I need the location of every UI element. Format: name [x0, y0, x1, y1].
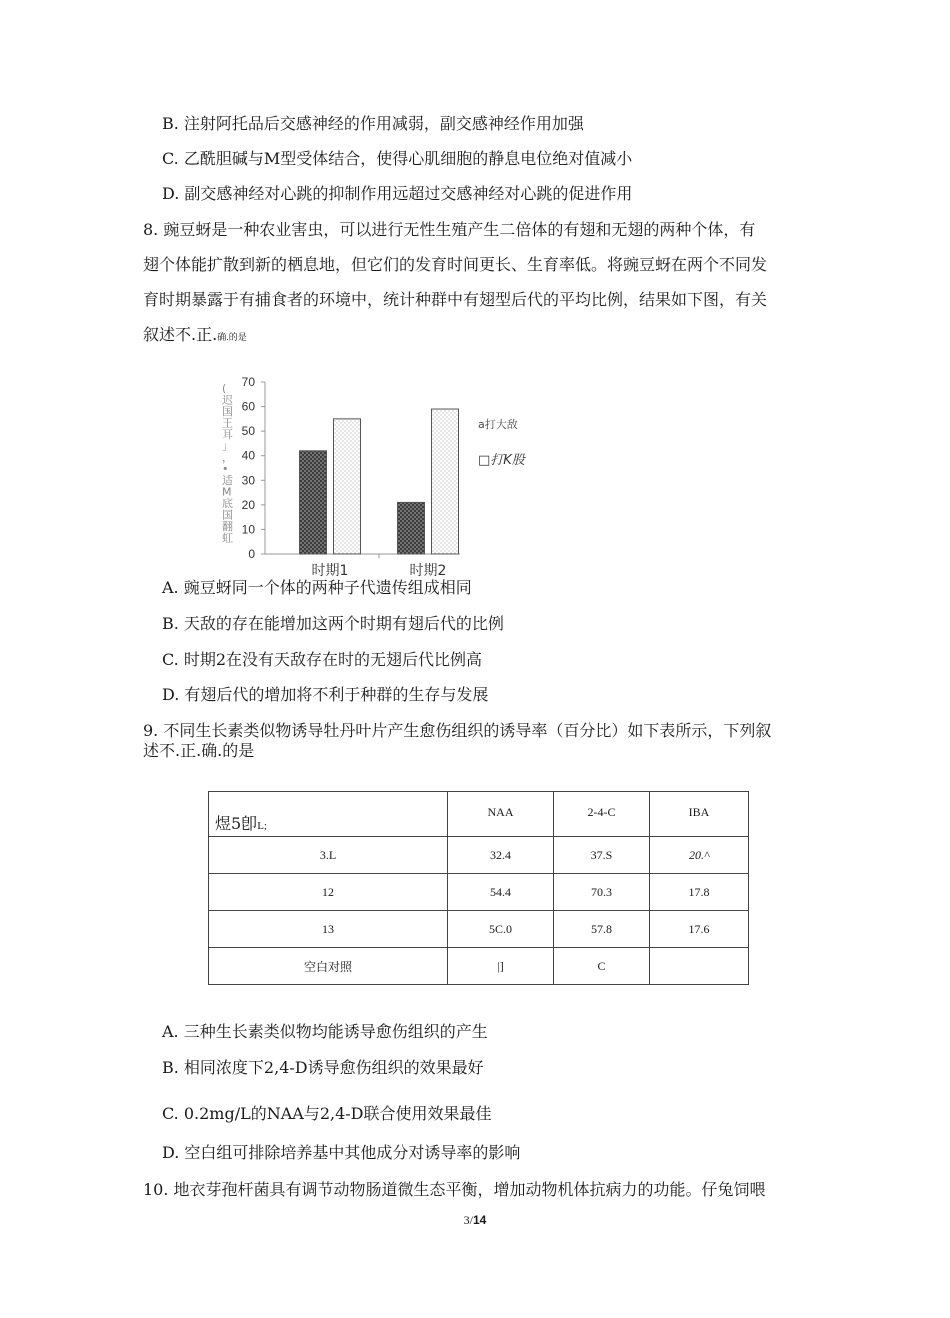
- q7-option-b: B. 注射阿托品后交感神经的作用减弱，副交感神经作用加强: [162, 114, 584, 133]
- table-row: [209, 874, 749, 911]
- q9-option-a: A. 三种生长素类似物均能诱导愈伤组织的产生: [162, 1022, 488, 1041]
- page-total: 14: [472, 1213, 487, 1227]
- q8-option-c: C. 时期2在没有天敌存在时的无翅后代比例高: [162, 650, 483, 669]
- x-tick-label: 时期2: [409, 563, 447, 579]
- table-header-iba: IBA: [650, 792, 749, 837]
- table-cell: 57.8: [554, 911, 650, 948]
- y-tick-label: 30: [241, 473, 255, 488]
- q8-stem-line-2: 翅个体能扩散到新的栖息地，但它们的发育时间更长、生育率低。将豌豆蚜在两个不同发: [143, 255, 768, 274]
- page-footer: [0, 1213, 950, 1228]
- q9-option-b: B. 相同浓度下2,4-D诱导愈伤组织的效果最好: [162, 1058, 484, 1077]
- q7-option-c: C. 乙酰胆碱与M型受体结合，使得心肌细胞的静息电位绝对值减小: [162, 149, 633, 168]
- legend-item-1: a打大敌: [478, 418, 518, 431]
- q9-option-d: D. 空白组可排除培养基中其他成分对诱导率的影响: [162, 1143, 521, 1162]
- table-cell: 12: [209, 874, 448, 911]
- table-cell: 70.3: [554, 874, 650, 911]
- q8-stem-line-4-main: 叙述不.正.: [143, 325, 218, 344]
- bar-series1-1: [300, 451, 327, 554]
- q8-stem-line-4-small: 确.的是: [217, 332, 247, 342]
- q9-stem-line-1: 9. 不同生长素类似物诱导牡丹叶片产生愈伤组织的诱导率（百分比）如下表所示，下列叙: [143, 721, 772, 740]
- table-cell: 空白对照: [209, 948, 448, 985]
- q9-data-table: [208, 791, 749, 985]
- q9-option-c: C. 0.2mg/L的NAA与2,4-D联合使用效果最佳: [162, 1104, 492, 1123]
- q8-option-d: D. 有翅后代的增加将不利于种群的生存与发展: [162, 685, 489, 704]
- table-header-naa: NAA: [448, 792, 554, 837]
- y-tick-label: 10: [241, 522, 255, 537]
- q8-stem-line-4: [143, 325, 247, 347]
- table-row: [209, 837, 749, 874]
- q8-bar-chart: [210, 372, 560, 582]
- y-tick-label: 70: [241, 375, 255, 389]
- table-row: [209, 948, 749, 985]
- table-cell: 17.6: [650, 911, 749, 948]
- y-axis-label: (迟国王耳」，•适 M 底国翻虹: [222, 382, 233, 545]
- q8-option-a: A. 豌豆蚜同一个体的两种子代遗传组成相同: [162, 578, 472, 597]
- table-cell: [650, 948, 749, 985]
- bar-series1-2: [398, 502, 425, 554]
- table-cell: 17.8: [650, 874, 749, 911]
- table-cell: 32.4: [448, 837, 554, 874]
- y-tick-label: 40: [241, 448, 255, 463]
- corner-sub-label: L;: [257, 820, 267, 832]
- legend-item-2: □打K股: [478, 453, 525, 468]
- table-cell: 5C.0: [448, 911, 554, 948]
- q8-option-b: B. 天敌的存在能增加这两个时期有翅后代的比例: [162, 614, 504, 633]
- y-tick-label: 20: [241, 497, 255, 512]
- y-tick-label: 50: [241, 424, 255, 439]
- bar-series2-2: [432, 409, 459, 554]
- table-header-24d: 2-4-C: [554, 792, 650, 837]
- table-cell: 54.4: [448, 874, 554, 911]
- corner-label: 煜5卽: [215, 814, 258, 833]
- table-header-row: [209, 792, 749, 837]
- table-cell: 13: [209, 911, 448, 948]
- table-row: [209, 911, 749, 948]
- x-tick-label: 时期1: [311, 563, 349, 579]
- bar-series2-1: [334, 419, 361, 554]
- q8-stem-line-3: 育时期暴露于有捕食者的环境中，统计种群中有翅型后代的平均比例，结果如下图，有关: [143, 290, 768, 309]
- page-number: 3/: [463, 1213, 473, 1227]
- table-cell: 37.S: [554, 837, 650, 874]
- q9-stem-line-2: 述不.正.确.的是: [143, 741, 255, 760]
- table-cell: |]: [448, 948, 554, 985]
- y-tick-label: 0: [248, 547, 255, 561]
- q10-stem: 10. 地衣芽孢杆菌具有调节动物肠道微生态平衡，增加动物机体抗病力的功能。仔兔饲喂: [143, 1180, 766, 1199]
- table-cell: C: [554, 948, 650, 985]
- q8-stem-line-1: 8. 豌豆蚜是一种农业害虫，可以进行无性生殖产生二倍体的有翅和无翅的两种个体，有: [143, 220, 756, 239]
- q7-option-d: D. 副交感神经对心跳的抑制作用远超过交感神经对心跳的促进作用: [162, 184, 633, 203]
- table-cell: 3.L: [209, 837, 448, 874]
- table-corner-cell: [209, 792, 448, 837]
- y-tick-label: 60: [241, 399, 255, 414]
- table-cell: 20.^: [650, 837, 749, 874]
